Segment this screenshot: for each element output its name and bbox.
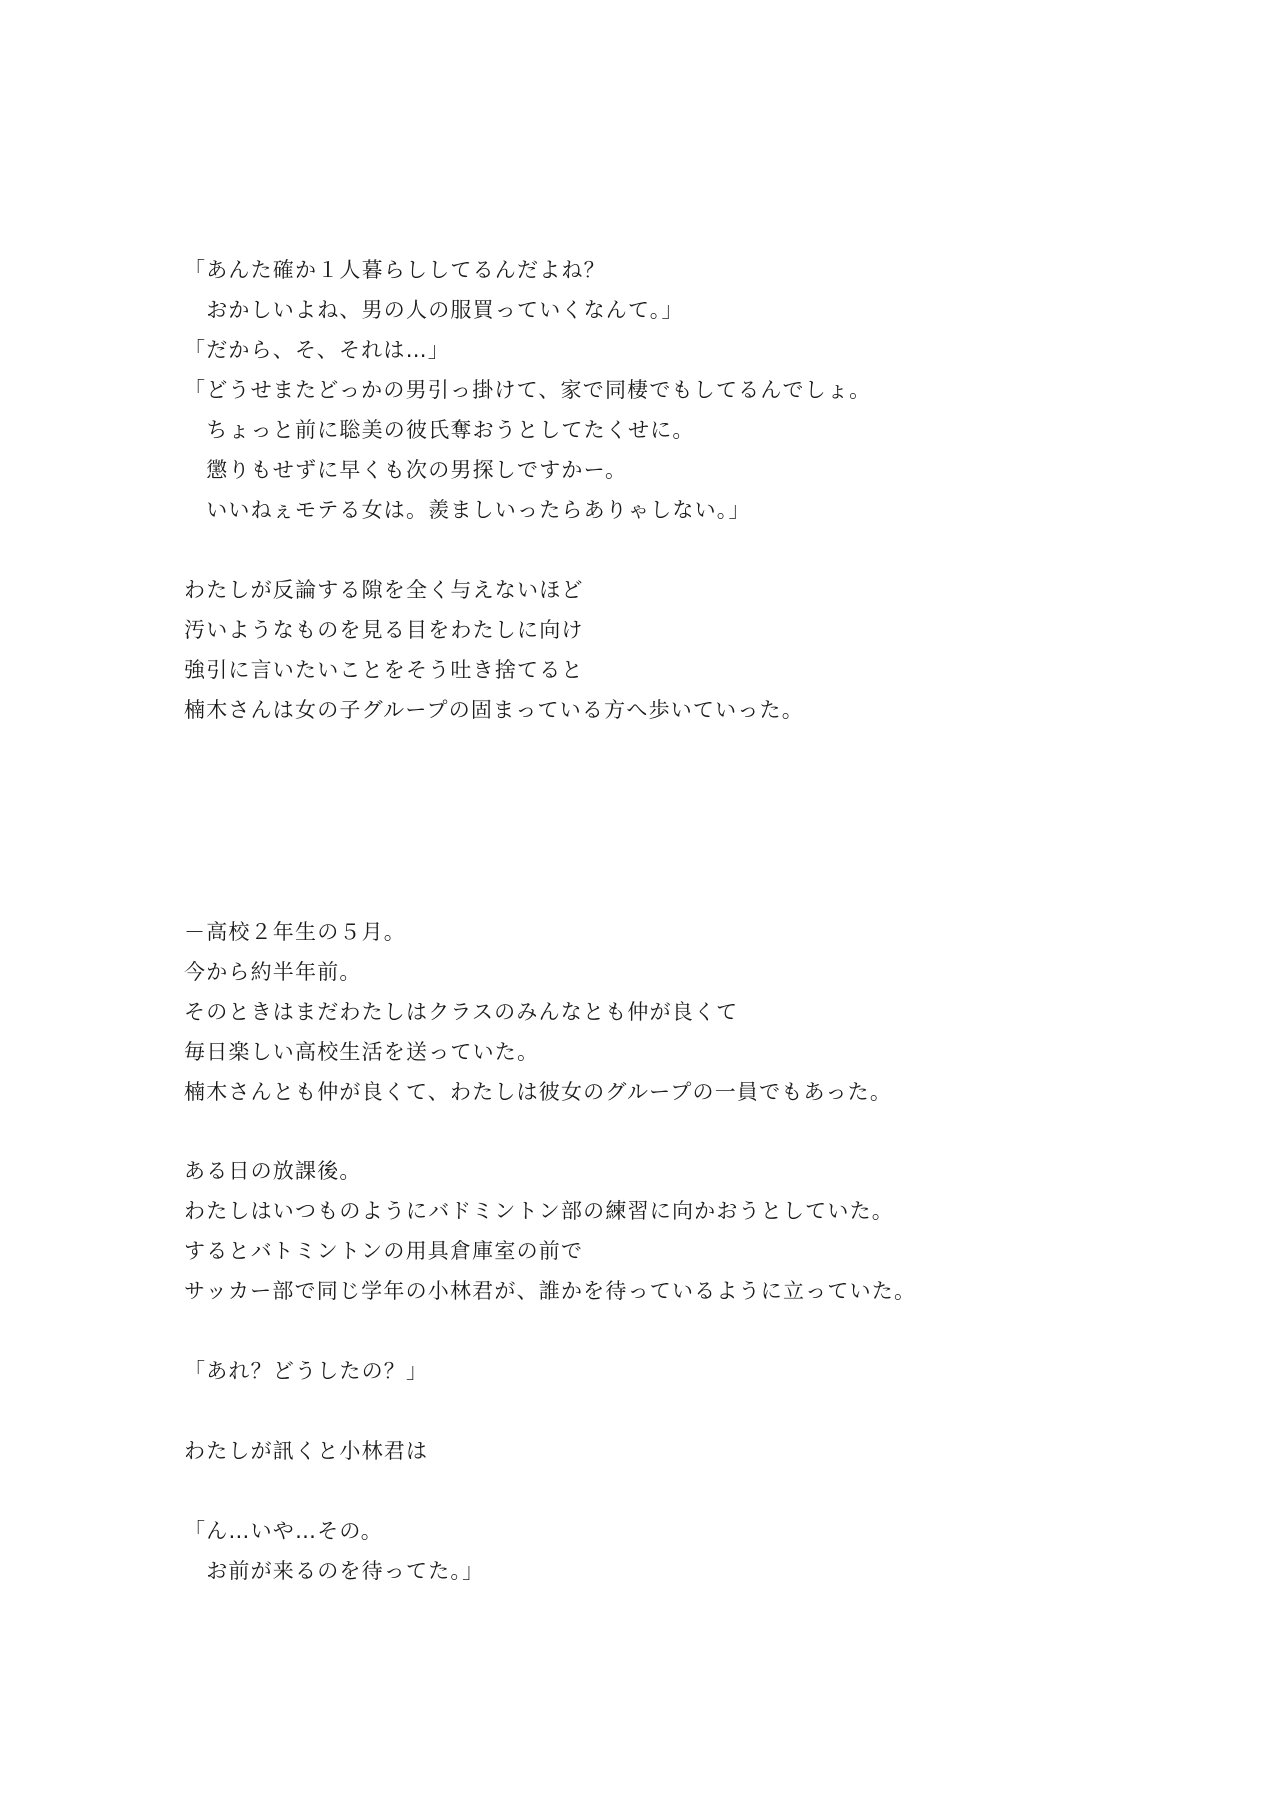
text-line: 毎日楽しい高校生活を送っていた。 [184, 1040, 540, 1064]
text-line: わたしが反論する隙を全く与えないほど [184, 578, 584, 602]
text-line: お前が来るのを待ってた。」 [184, 1559, 485, 1583]
text-line: 楠木さんは女の子グループの固まっている方へ歩いていった。 [184, 698, 804, 722]
text-line: －高校２年生の５月。 [184, 920, 406, 944]
text-line: サッカー部で同じ学年の小林君が、誰かを待っているように立っていた。 [184, 1279, 917, 1303]
text-line: 「どうせまたどっかの男引っ掛けて、家で同棲でもしてるんでしょ。 [184, 378, 872, 402]
text-line: 楠木さんとも仲が良くて、わたしは彼女のグループの一員でもあった。 [184, 1080, 893, 1104]
text-line: するとバトミントンの用具倉庫室の前で [184, 1239, 584, 1263]
text-line: そのときはまだわたしはクラスのみんなとも仲が良くて [184, 1000, 739, 1024]
text-line: 強引に言いたいことをそう吐き捨てると [184, 658, 584, 682]
text-line: 「あんた確か１人暮らししてるんだよね？ [184, 258, 606, 282]
text-line: 「ん…いや…その。 [184, 1519, 383, 1543]
text-line: 「あれ？どうしたの？」 [184, 1359, 429, 1383]
text-line: わたしが訊くと小林君は [184, 1439, 429, 1463]
text-line: 「だから、そ、それは…」 [184, 338, 450, 362]
text-line: ある日の放課後。 [184, 1159, 362, 1183]
text-line: おかしいよね、男の人の服買っていくなんて。」 [184, 298, 684, 322]
text-line: 懲りもせずに早くも次の男探しですかー。 [184, 458, 628, 482]
text-line: わたしはいつものようにバドミントン部の練習に向かおうとしていた。 [184, 1199, 894, 1223]
text-line: 今から約半年前。 [184, 960, 362, 984]
text-line: 汚いようなものを見る目をわたしに向け [184, 618, 584, 642]
text-line: ちょっと前に聡美の彼氏奪おうとしてたくせに。 [184, 418, 695, 442]
text-line: いいねぇモテる女は。羨ましいったらありゃしない。」 [184, 498, 751, 522]
